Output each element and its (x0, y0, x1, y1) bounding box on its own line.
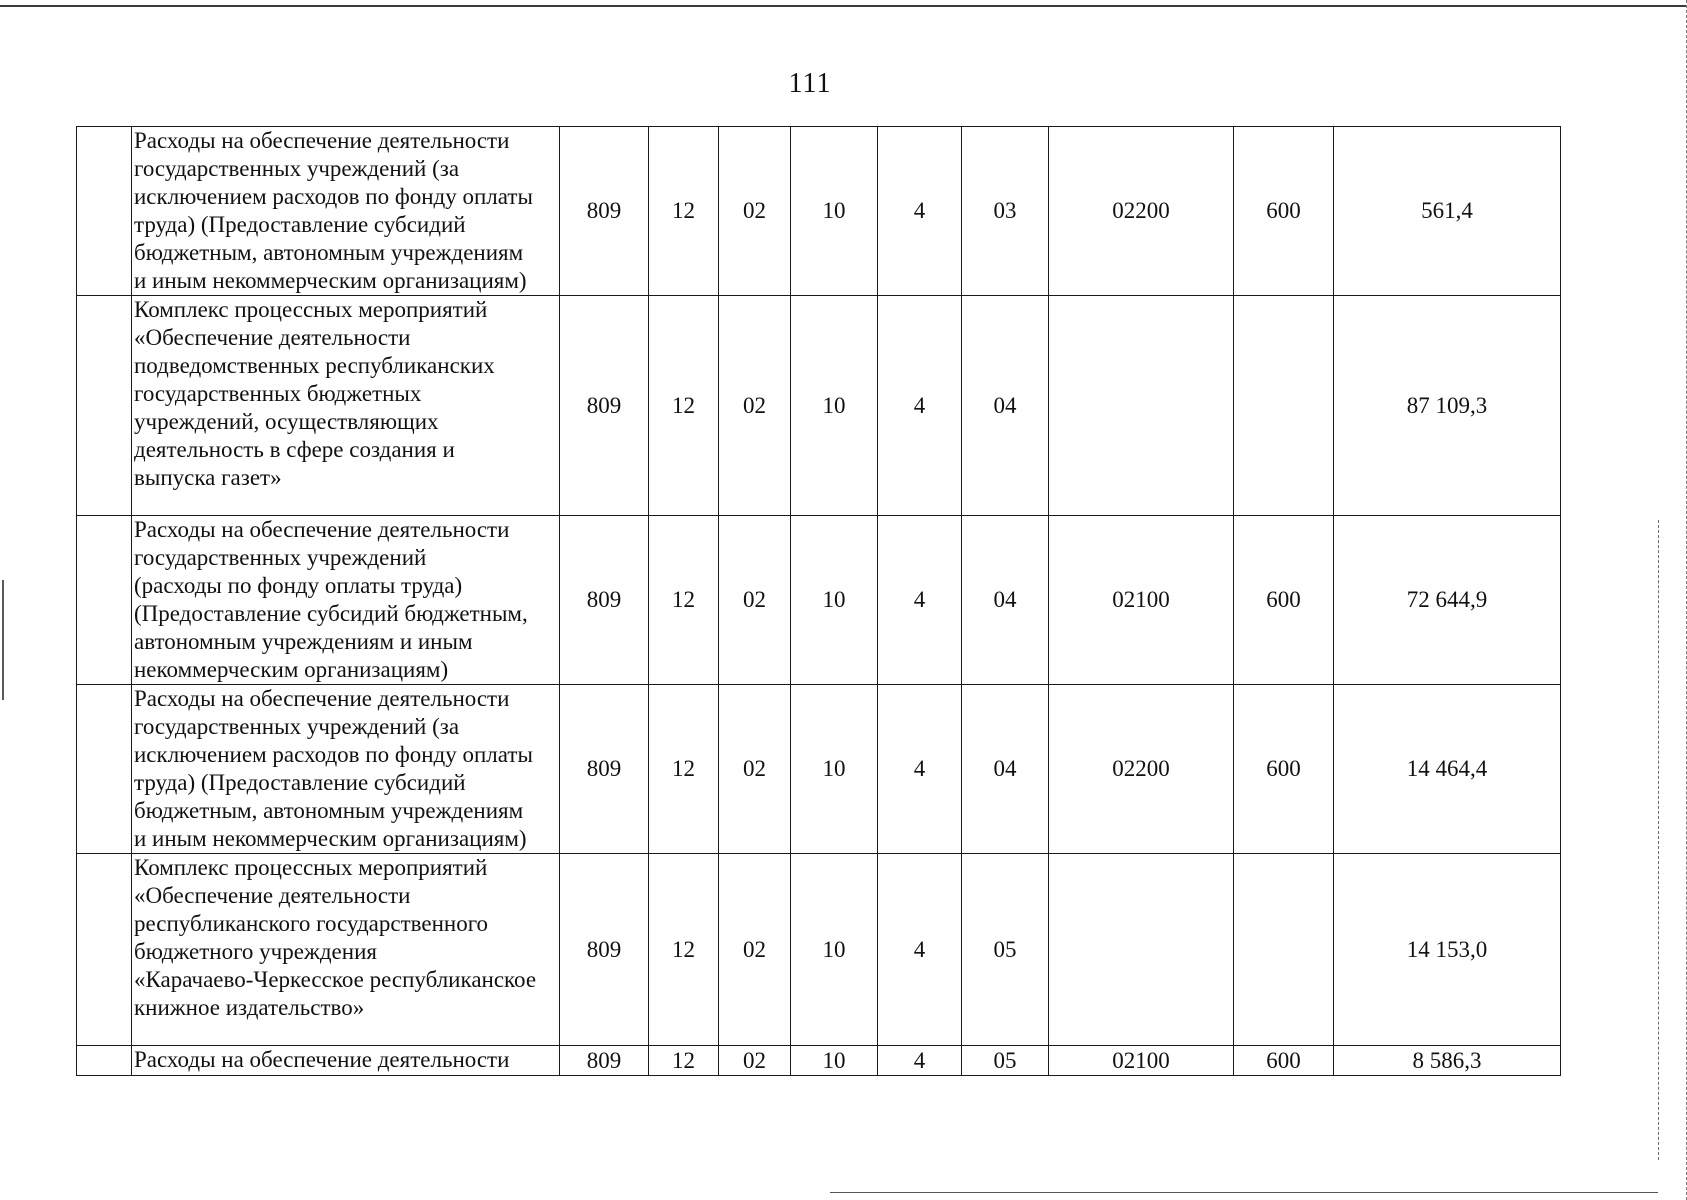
expense-type-cell (1234, 296, 1334, 516)
direction-code-cell: 02200 (1049, 127, 1234, 296)
description-cell: Комплекс процессных мероприятий «Обеспечение деятельности республиканского государственного бюджетного учреждения «Карачаево-Черкесское республиканское книжное издательство» (132, 854, 560, 1046)
expense-type-cell: 600 (1234, 127, 1334, 296)
direction-code-cell: 02100 (1049, 516, 1234, 685)
section-code-cell: 12 (649, 516, 719, 685)
amount-cell: 8 586,3 (1334, 1046, 1561, 1076)
expense-type-cell: 600 (1234, 685, 1334, 854)
table-row (77, 685, 1561, 854)
amount-cell: 561,4 (1334, 127, 1561, 296)
direction-code-cell (1049, 854, 1234, 1046)
section-code-cell: 12 (649, 127, 719, 296)
number-cell (77, 516, 132, 685)
program-code-cell: 10 (791, 516, 878, 685)
amount-cell: 87 109,3 (1334, 296, 1561, 516)
subprogram-code-cell: 4 (878, 127, 962, 296)
amount-cell: 14 464,4 (1334, 685, 1561, 854)
ministry-code-cell: 809 (560, 685, 649, 854)
section-code-cell: 12 (649, 1046, 719, 1076)
event-code-cell: 05 (962, 854, 1049, 1046)
section-code-cell: 12 (649, 854, 719, 1046)
amount-cell: 14 153,0 (1334, 854, 1561, 1046)
number-cell (77, 1046, 132, 1076)
section-code-cell: 12 (649, 296, 719, 516)
expense-type-cell (1234, 854, 1334, 1046)
subsection-code-cell: 02 (719, 685, 791, 854)
direction-code-cell: 02200 (1049, 685, 1234, 854)
description-cell: Комплекс процессных мероприятий «Обеспечение деятельности подведомственных республиканских государственных бюджетных учреждений, осуществляющих деятельность в сфере создания и выпуска газет» (132, 296, 560, 516)
table-row (77, 296, 1561, 516)
scan-border-right-inner (1658, 520, 1661, 1160)
ministry-code-cell: 809 (560, 127, 649, 296)
table-row (77, 854, 1561, 1046)
expense-type-cell: 600 (1234, 516, 1334, 685)
program-code-cell: 10 (791, 685, 878, 854)
subsection-code-cell: 02 (719, 854, 791, 1046)
ministry-code-cell: 809 (560, 296, 649, 516)
amount-cell: 72 644,9 (1334, 516, 1561, 685)
event-code-cell: 04 (962, 685, 1049, 854)
program-code-cell: 10 (791, 854, 878, 1046)
section-code-cell: 12 (649, 685, 719, 854)
description-cell: Расходы на обеспечение деятельности (132, 1046, 560, 1076)
subprogram-code-cell: 4 (878, 854, 962, 1046)
scan-border-right (1682, 0, 1687, 1200)
number-cell (77, 296, 132, 516)
description-cell: Расходы на обеспечение деятельности государственных учреждений (за исключением расходов по фонду оплаты труда) (Предоставление субсидий бюджетным, автономным учреждениям и иным некоммерческим организациям) (132, 685, 560, 854)
ministry-code-cell: 809 (560, 854, 649, 1046)
scan-border-left (2, 580, 4, 700)
number-cell (77, 854, 132, 1046)
direction-code-cell: 02100 (1049, 1046, 1234, 1076)
scan-border-top (0, 5, 1687, 7)
page-number: 111 (788, 68, 832, 99)
program-code-cell: 10 (791, 296, 878, 516)
event-code-cell: 04 (962, 296, 1049, 516)
direction-code-cell (1049, 296, 1234, 516)
table-row (77, 1046, 1561, 1076)
number-cell (77, 685, 132, 854)
program-code-cell: 10 (791, 1046, 878, 1076)
subprogram-code-cell: 4 (878, 685, 962, 854)
subprogram-code-cell: 4 (878, 296, 962, 516)
table-row (77, 127, 1561, 296)
table-row (77, 516, 1561, 685)
event-code-cell: 05 (962, 1046, 1049, 1076)
subprogram-code-cell: 4 (878, 1046, 962, 1076)
description-cell: Расходы на обеспечение деятельности государственных учреждений (за исключением расходов по фонду оплаты труда) (Предоставление субсидий бюджетным, автономным учреждениям и иным некоммерческим организациям) (132, 127, 560, 296)
expense-type-cell: 600 (1234, 1046, 1334, 1076)
subsection-code-cell: 02 (719, 127, 791, 296)
scan-border-bottom (830, 1192, 1658, 1193)
budget-table (76, 126, 1561, 1076)
subsection-code-cell: 02 (719, 1046, 791, 1076)
ministry-code-cell: 809 (560, 1046, 649, 1076)
event-code-cell: 04 (962, 516, 1049, 685)
subsection-code-cell: 02 (719, 296, 791, 516)
ministry-code-cell: 809 (560, 516, 649, 685)
event-code-cell: 03 (962, 127, 1049, 296)
description-cell: Расходы на обеспечение деятельности государственных учреждений (расходы по фонду оплаты труда) (Предоставление субсидий бюджетным, автономным учреждениям и иным некоммерческим организациям) (132, 516, 560, 685)
program-code-cell: 10 (791, 127, 878, 296)
subsection-code-cell: 02 (719, 516, 791, 685)
subprogram-code-cell: 4 (878, 516, 962, 685)
number-cell (77, 127, 132, 296)
